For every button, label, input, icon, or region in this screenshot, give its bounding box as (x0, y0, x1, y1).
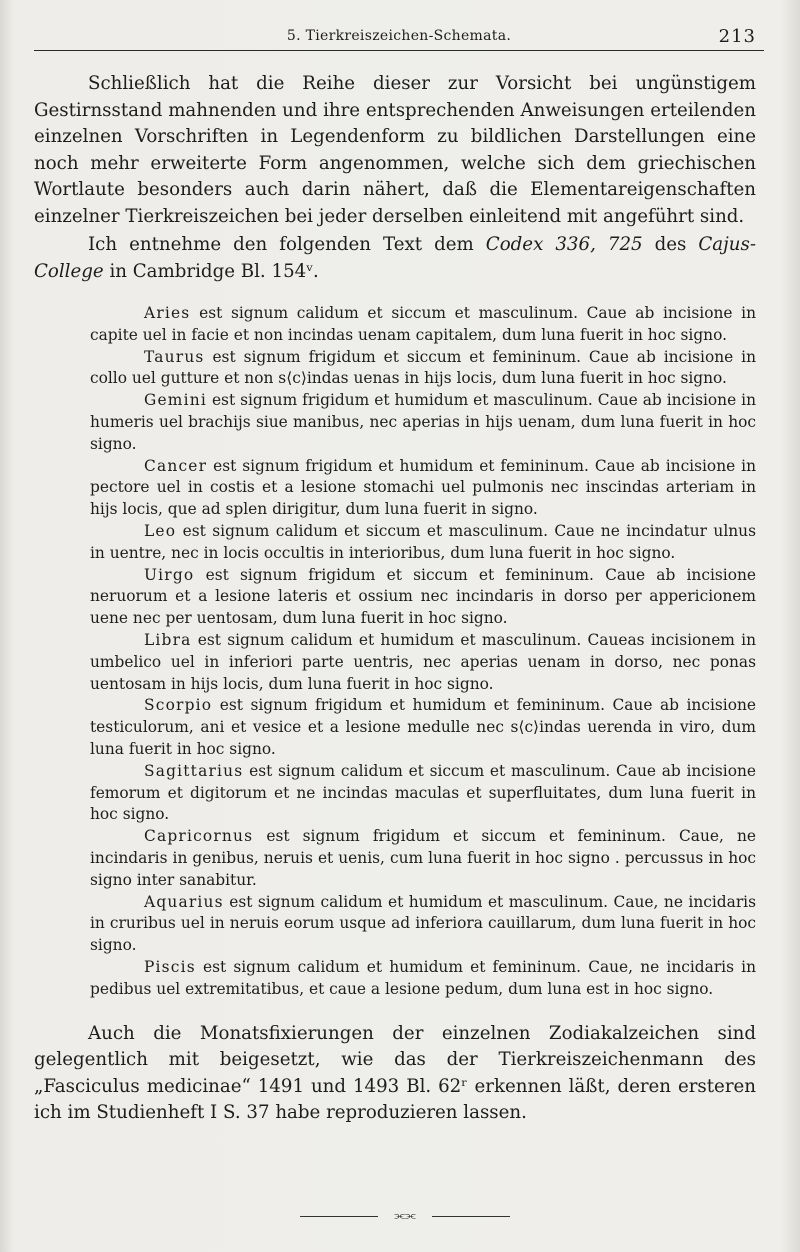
entry-text: est signum calidum et humidum et masculinum. Caueas incisionem in umbelico uel in inferiori parte uentris, nec aperias uenam in dorso, nec ponas uentosam in hijs locis, dum luna fuerit in hoc signo. (90, 630, 756, 693)
ornament-rule-right (432, 1216, 510, 1217)
entry-text: est signum frigidum et siccum et femininum. Caue, ne incindaris in genibus, neruis et uenis, cum luna fuerit in hoc signo . percussus in hoc signo inter sanabitur. (90, 827, 756, 889)
running-head: 5. Tierkreiszeichen-Schemata. (286, 28, 512, 44)
latin-entry (90, 456, 756, 521)
page-number: 213 (718, 26, 756, 47)
entry-text: est signum calidum et siccum et masculinum. Caue ab incisione femorum et digitorum et ne incindas maculas et superfluitates, dum luna fuerit in hoc signo. (90, 761, 756, 824)
latin-entry (90, 565, 756, 630)
college-name: Cajus-College (34, 234, 756, 282)
intro-paragraph: Schließlich hat die Reihe dieser zur Vorsicht bei ungünstigem Gestirnsstand mahnenden und ihre entsprechenden Anweisungen erteilenden einzelnen Vorschriften in Legendenform zu bildlichen Darstellungen eine noch mehr erweiterte Form angenommen, welche sich dem griechischen Wortlaute besonders auch darin nähert, daß die Elementareigenschaften einzelner Tierkreiszeichen bei jeder derselben einleitend mit angeführt sind. (34, 73, 756, 227)
closing-paragraph: Auch die Monatsfixierungen der einzelnen Zodiakalzeichen sind gelegentlich mit beigesetzt, wie das der Tierkreiszeichenmann des „Fasciculus medicinae“ 1491 und 1493 Bl. 62ʳ erkennen läßt, deren ersteren ich im Studienheft I S. 37 habe reproduzieren lassen. (34, 1022, 756, 1123)
sign-name: Uirgo (144, 565, 195, 584)
ornament-rule-left (300, 1216, 378, 1217)
latin-entry (90, 826, 756, 891)
entry-text: est signum calidum et siccum et masculinum. Caue ne incindatur ulnus in uentre, nec in locis occultis in interioribus, dum luna fuerit in hoc signo. (90, 521, 756, 562)
entry-text: est signum frigidum et humidum et femininum. Caue ab incisione testiculorum, ani et vesice et a lesione medulle nec s⟨c⟩indas uerenda in viro, dum luna fuerit in hoc signo. (90, 696, 756, 758)
codex-reference: Codex 336, 725 (485, 234, 643, 255)
entry-text: est signum frigidum et humidum et masculinum. Caue ab incisione in humeris uel brachijs siue manibus, nec aperias in hijs uenam, dum luna fuerit in hoc signo. (90, 391, 756, 453)
sign-name: Gemini (144, 391, 207, 410)
sign-name: Taurus (144, 347, 205, 366)
sign-name: Leo (144, 521, 177, 540)
latin-entry (90, 761, 756, 826)
sign-name: Sagittarius (144, 761, 244, 780)
latin-zodiac-text (90, 303, 756, 1001)
entry-text: est signum calidum et humidum et masculinum. Caue, ne incidaris in cruribus uel in neruis eorum usque ad inferiora cauillarum, dum luna fuerit in hoc signo. (90, 892, 756, 955)
entry-text: est signum frigidum et siccum et femininum. Caue ab incisione in collo uel gutture et non s⟨c⟩indas uenas in hijs locis, dum luna fuerit in hoc signo. (90, 347, 756, 388)
body-text (34, 71, 756, 1127)
latin-entry (90, 630, 756, 695)
latin-entry (90, 695, 756, 760)
latin-entry (90, 892, 756, 957)
latin-entry (90, 957, 756, 1001)
entry-text: est signum frigidum et humidum et femininum. Caue ab incisione in pectore uel in costis et a lesione stomachi uel pulmonis nec inscindas arteriam in hijs locis, que ad splen dirigitur, dum luna fuerit in signo. (90, 456, 756, 519)
sign-name: Piscis (144, 957, 196, 976)
entry-text: est signum frigidum et siccum et femininum. Caue ab incisione neruorum et a lesione lateris et ossium nec incindaris in dorso per appericionem uene nec per uentosam, dum luna fuerit in hoc signo. (90, 565, 756, 628)
page-header (34, 24, 764, 51)
source-text-post: in Cambridge Bl. 154ᵛ. (103, 260, 319, 282)
source-text-pre: Ich entnehme den folgenden Text dem (88, 234, 486, 255)
latin-entry (90, 303, 756, 347)
end-ornament (300, 1208, 510, 1222)
sign-name: Scorpio (144, 696, 213, 715)
sign-name: Libra (144, 630, 192, 649)
ornament-glyph: ⫘⫘ (394, 1208, 416, 1222)
sign-name: Cancer (144, 456, 208, 475)
latin-entry (90, 347, 756, 391)
entry-text: est signum calidum et humidum et femininum. Caue, ne incidaris in pedibus uel extremitatibus, et caue a lesione pedum, dum luna est in hoc signo. (90, 957, 756, 998)
source-paragraph (34, 232, 756, 285)
source-text-mid: des (642, 234, 699, 255)
latin-entry (90, 521, 756, 565)
latin-entry (90, 390, 756, 455)
sign-name: Aries (144, 304, 191, 322)
entry-text: est signum calidum et siccum et masculinum. Caue ab incisione in capite uel in facie et non incindas uenam capitalem, dum luna fuerit in hoc signo. (90, 304, 756, 344)
sign-name: Aquarius (144, 892, 224, 911)
sign-name: Capricornus (144, 827, 254, 846)
